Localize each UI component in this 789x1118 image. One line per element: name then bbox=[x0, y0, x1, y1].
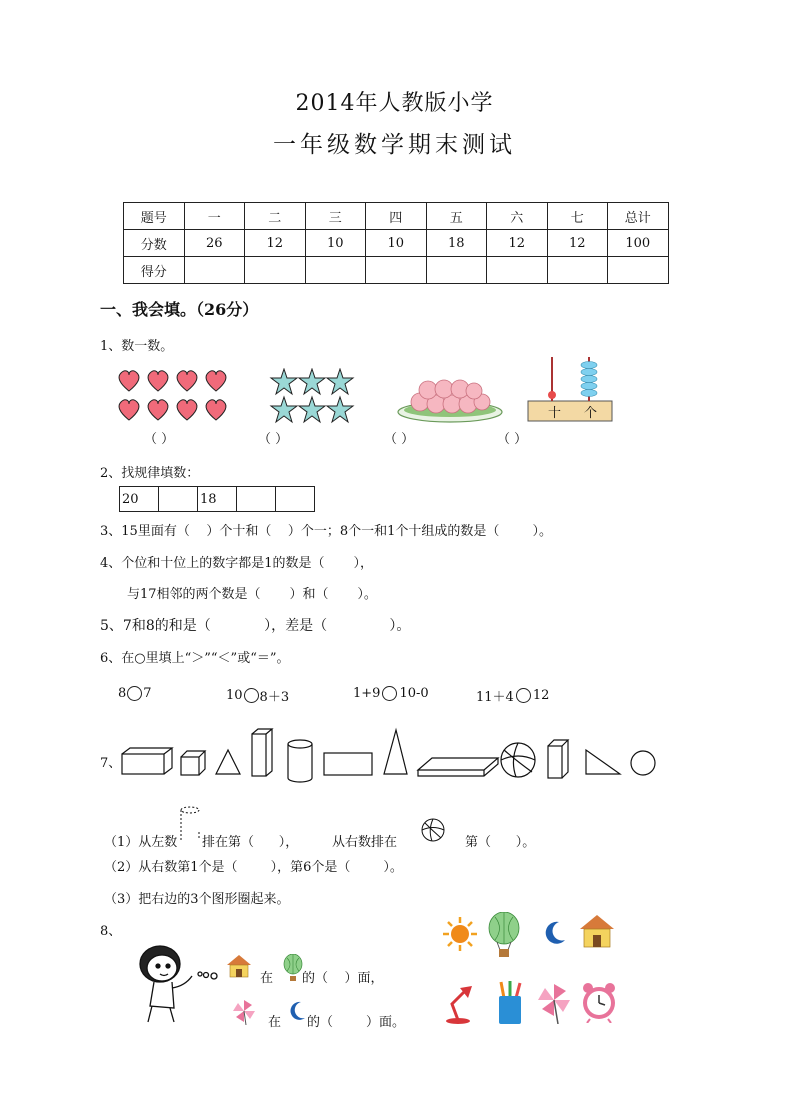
slab-icon bbox=[418, 758, 498, 776]
desk-lamp-icon bbox=[444, 982, 476, 1024]
table-cell: 10 bbox=[366, 230, 427, 257]
compare-circle[interactable] bbox=[382, 686, 397, 701]
cylinder-icon bbox=[288, 740, 312, 782]
score-input-cell[interactable] bbox=[245, 257, 306, 284]
pattern-cell: 20 bbox=[120, 487, 159, 512]
table-cell: 18 bbox=[426, 230, 487, 257]
q4-text-2: 与17相邻的两个数是（ ）和（ ）。 bbox=[127, 587, 377, 602]
circle-icon bbox=[631, 751, 655, 775]
sun-icon bbox=[442, 916, 478, 952]
compare-item bbox=[476, 686, 549, 705]
table-cell: 一 bbox=[184, 203, 245, 230]
stars-icon bbox=[269, 368, 355, 424]
q8-line1-a: 在 bbox=[260, 971, 274, 986]
answer-blank[interactable]: （ ） bbox=[144, 432, 175, 447]
shapes-row bbox=[120, 726, 660, 786]
table-cell: 分数 bbox=[124, 230, 185, 257]
score-input-cell[interactable] bbox=[426, 257, 487, 284]
pattern-cell[interactable] bbox=[237, 487, 276, 512]
q7-sub1-d: 第（ ）。 bbox=[465, 835, 536, 850]
tall-triangle-icon bbox=[384, 730, 407, 774]
abacus-icon bbox=[527, 355, 613, 423]
cube-icon bbox=[181, 751, 205, 775]
score-input-cell[interactable] bbox=[487, 257, 548, 284]
table-row bbox=[124, 257, 669, 284]
score-input-cell[interactable] bbox=[608, 257, 669, 284]
q7-sub1-c: 从右数排在 bbox=[332, 835, 398, 850]
right-triangle-icon bbox=[586, 750, 620, 774]
q7-sub1-a: （1）从左数 bbox=[104, 835, 178, 850]
house-icon bbox=[579, 914, 615, 948]
peaches-plate-icon bbox=[396, 372, 504, 424]
ball-icon bbox=[501, 743, 535, 777]
compare-circle[interactable] bbox=[244, 688, 259, 703]
table-cell: 12 bbox=[547, 230, 608, 257]
score-input-cell[interactable] bbox=[184, 257, 245, 284]
pencil-cup-icon bbox=[496, 980, 524, 1026]
answer-blank[interactable]: （ ） bbox=[258, 432, 289, 447]
answer-blank[interactable]: （ ） bbox=[497, 432, 528, 447]
girl-icon bbox=[130, 936, 222, 1026]
compare-left: 10 bbox=[226, 688, 243, 703]
q8-label: 8、 bbox=[100, 924, 122, 939]
table-cell: 七 bbox=[547, 203, 608, 230]
q8-line2-b: 的（ ）面。 bbox=[307, 1015, 406, 1030]
abacus-tens-label: 十 bbox=[548, 406, 562, 421]
answer-blank[interactable]: （ ） bbox=[384, 432, 415, 447]
table-cell: 26 bbox=[184, 230, 245, 257]
compare-right: 10-0 bbox=[399, 686, 429, 701]
score-input-cell[interactable] bbox=[547, 257, 608, 284]
rectangle-icon bbox=[324, 753, 372, 775]
compare-item bbox=[226, 686, 289, 705]
triangle-icon bbox=[216, 750, 240, 774]
compare-item bbox=[353, 686, 429, 701]
compare-circle[interactable] bbox=[516, 688, 531, 703]
pattern-table bbox=[119, 486, 315, 512]
q7-label: 7、 bbox=[100, 756, 122, 771]
abacus-ones-label: 个 bbox=[584, 406, 598, 421]
hot-air-balloon-icon bbox=[282, 954, 304, 982]
hearts-icon bbox=[117, 368, 232, 426]
compare-left: 8 bbox=[118, 686, 127, 701]
q8-line1-b: 的（ ）面， bbox=[302, 971, 384, 986]
pattern-cell: 18 bbox=[198, 487, 237, 512]
q8-line2-a: 在 bbox=[268, 1015, 282, 1030]
table-cell: 五 bbox=[426, 203, 487, 230]
section-title: 一、我会填。（26分） bbox=[100, 300, 259, 319]
q4-text: 4、个位和十位上的数字都是1的数是（ ）， bbox=[100, 556, 373, 571]
alarm-clock-icon bbox=[580, 981, 618, 1023]
compare-right: 12 bbox=[532, 688, 550, 703]
table-cell: 三 bbox=[305, 203, 366, 230]
ball-icon bbox=[420, 817, 446, 843]
q5-text: 5、7和8的和是（ ），差是（ ）。 bbox=[100, 618, 411, 634]
compare-left: 11＋4 bbox=[476, 690, 514, 705]
compare-item bbox=[118, 686, 152, 701]
q7-sub2: （2）从右数第1个是（ ），第6个是（ ）。 bbox=[104, 860, 403, 875]
table-cell: 得分 bbox=[124, 257, 185, 284]
moon-icon bbox=[543, 920, 567, 946]
pinwheel-icon bbox=[232, 999, 256, 1025]
table-cell: 四 bbox=[366, 203, 427, 230]
score-table bbox=[123, 202, 669, 284]
table-cell: 12 bbox=[487, 230, 548, 257]
compare-right: 7 bbox=[143, 686, 152, 701]
pattern-cell[interactable] bbox=[276, 487, 315, 512]
table-cell: 总计 bbox=[608, 203, 669, 230]
q6-text: 6、在○里填上“＞”“＜”或“＝”。 bbox=[100, 651, 290, 666]
prism-icon bbox=[548, 740, 568, 778]
hot-air-balloon-icon bbox=[487, 912, 521, 958]
score-input-cell[interactable] bbox=[366, 257, 427, 284]
table-cell: 题号 bbox=[124, 203, 185, 230]
cuboid-icon bbox=[122, 748, 172, 774]
table-row bbox=[120, 487, 315, 512]
table-row bbox=[124, 203, 669, 230]
q1-label: 1、数一数。 bbox=[100, 339, 174, 354]
pattern-cell[interactable] bbox=[159, 487, 198, 512]
cylinder-icon bbox=[178, 804, 202, 844]
compare-right: 8＋3 bbox=[259, 690, 290, 705]
compare-circle[interactable] bbox=[127, 686, 142, 701]
moon-icon bbox=[287, 1000, 307, 1022]
compare-left: 1+9 bbox=[353, 686, 381, 701]
q7-sub1-b: 排在第（ ）， bbox=[202, 835, 299, 850]
table-cell: 100 bbox=[608, 230, 669, 257]
table-row bbox=[124, 230, 669, 257]
pinwheel-icon bbox=[536, 982, 572, 1024]
q7-sub3: （3）把右边的3个图形圈起来。 bbox=[104, 892, 290, 907]
house-icon bbox=[226, 954, 252, 978]
q2-label: 2、找规律填数： bbox=[100, 466, 200, 481]
table-cell: 10 bbox=[305, 230, 366, 257]
tall-prism-icon bbox=[252, 729, 272, 776]
table-cell: 二 bbox=[245, 203, 306, 230]
table-cell: 12 bbox=[245, 230, 306, 257]
title-line-1: 2014年人教版小学 bbox=[295, 91, 494, 116]
title-line-2: 一年级数学期末测试 bbox=[273, 132, 516, 158]
q3-text: 3、15里面有（ ）个十和（ ）个一；8个一和1个十组成的数是（ ）。 bbox=[100, 524, 552, 539]
table-cell: 六 bbox=[487, 203, 548, 230]
score-input-cell[interactable] bbox=[305, 257, 366, 284]
